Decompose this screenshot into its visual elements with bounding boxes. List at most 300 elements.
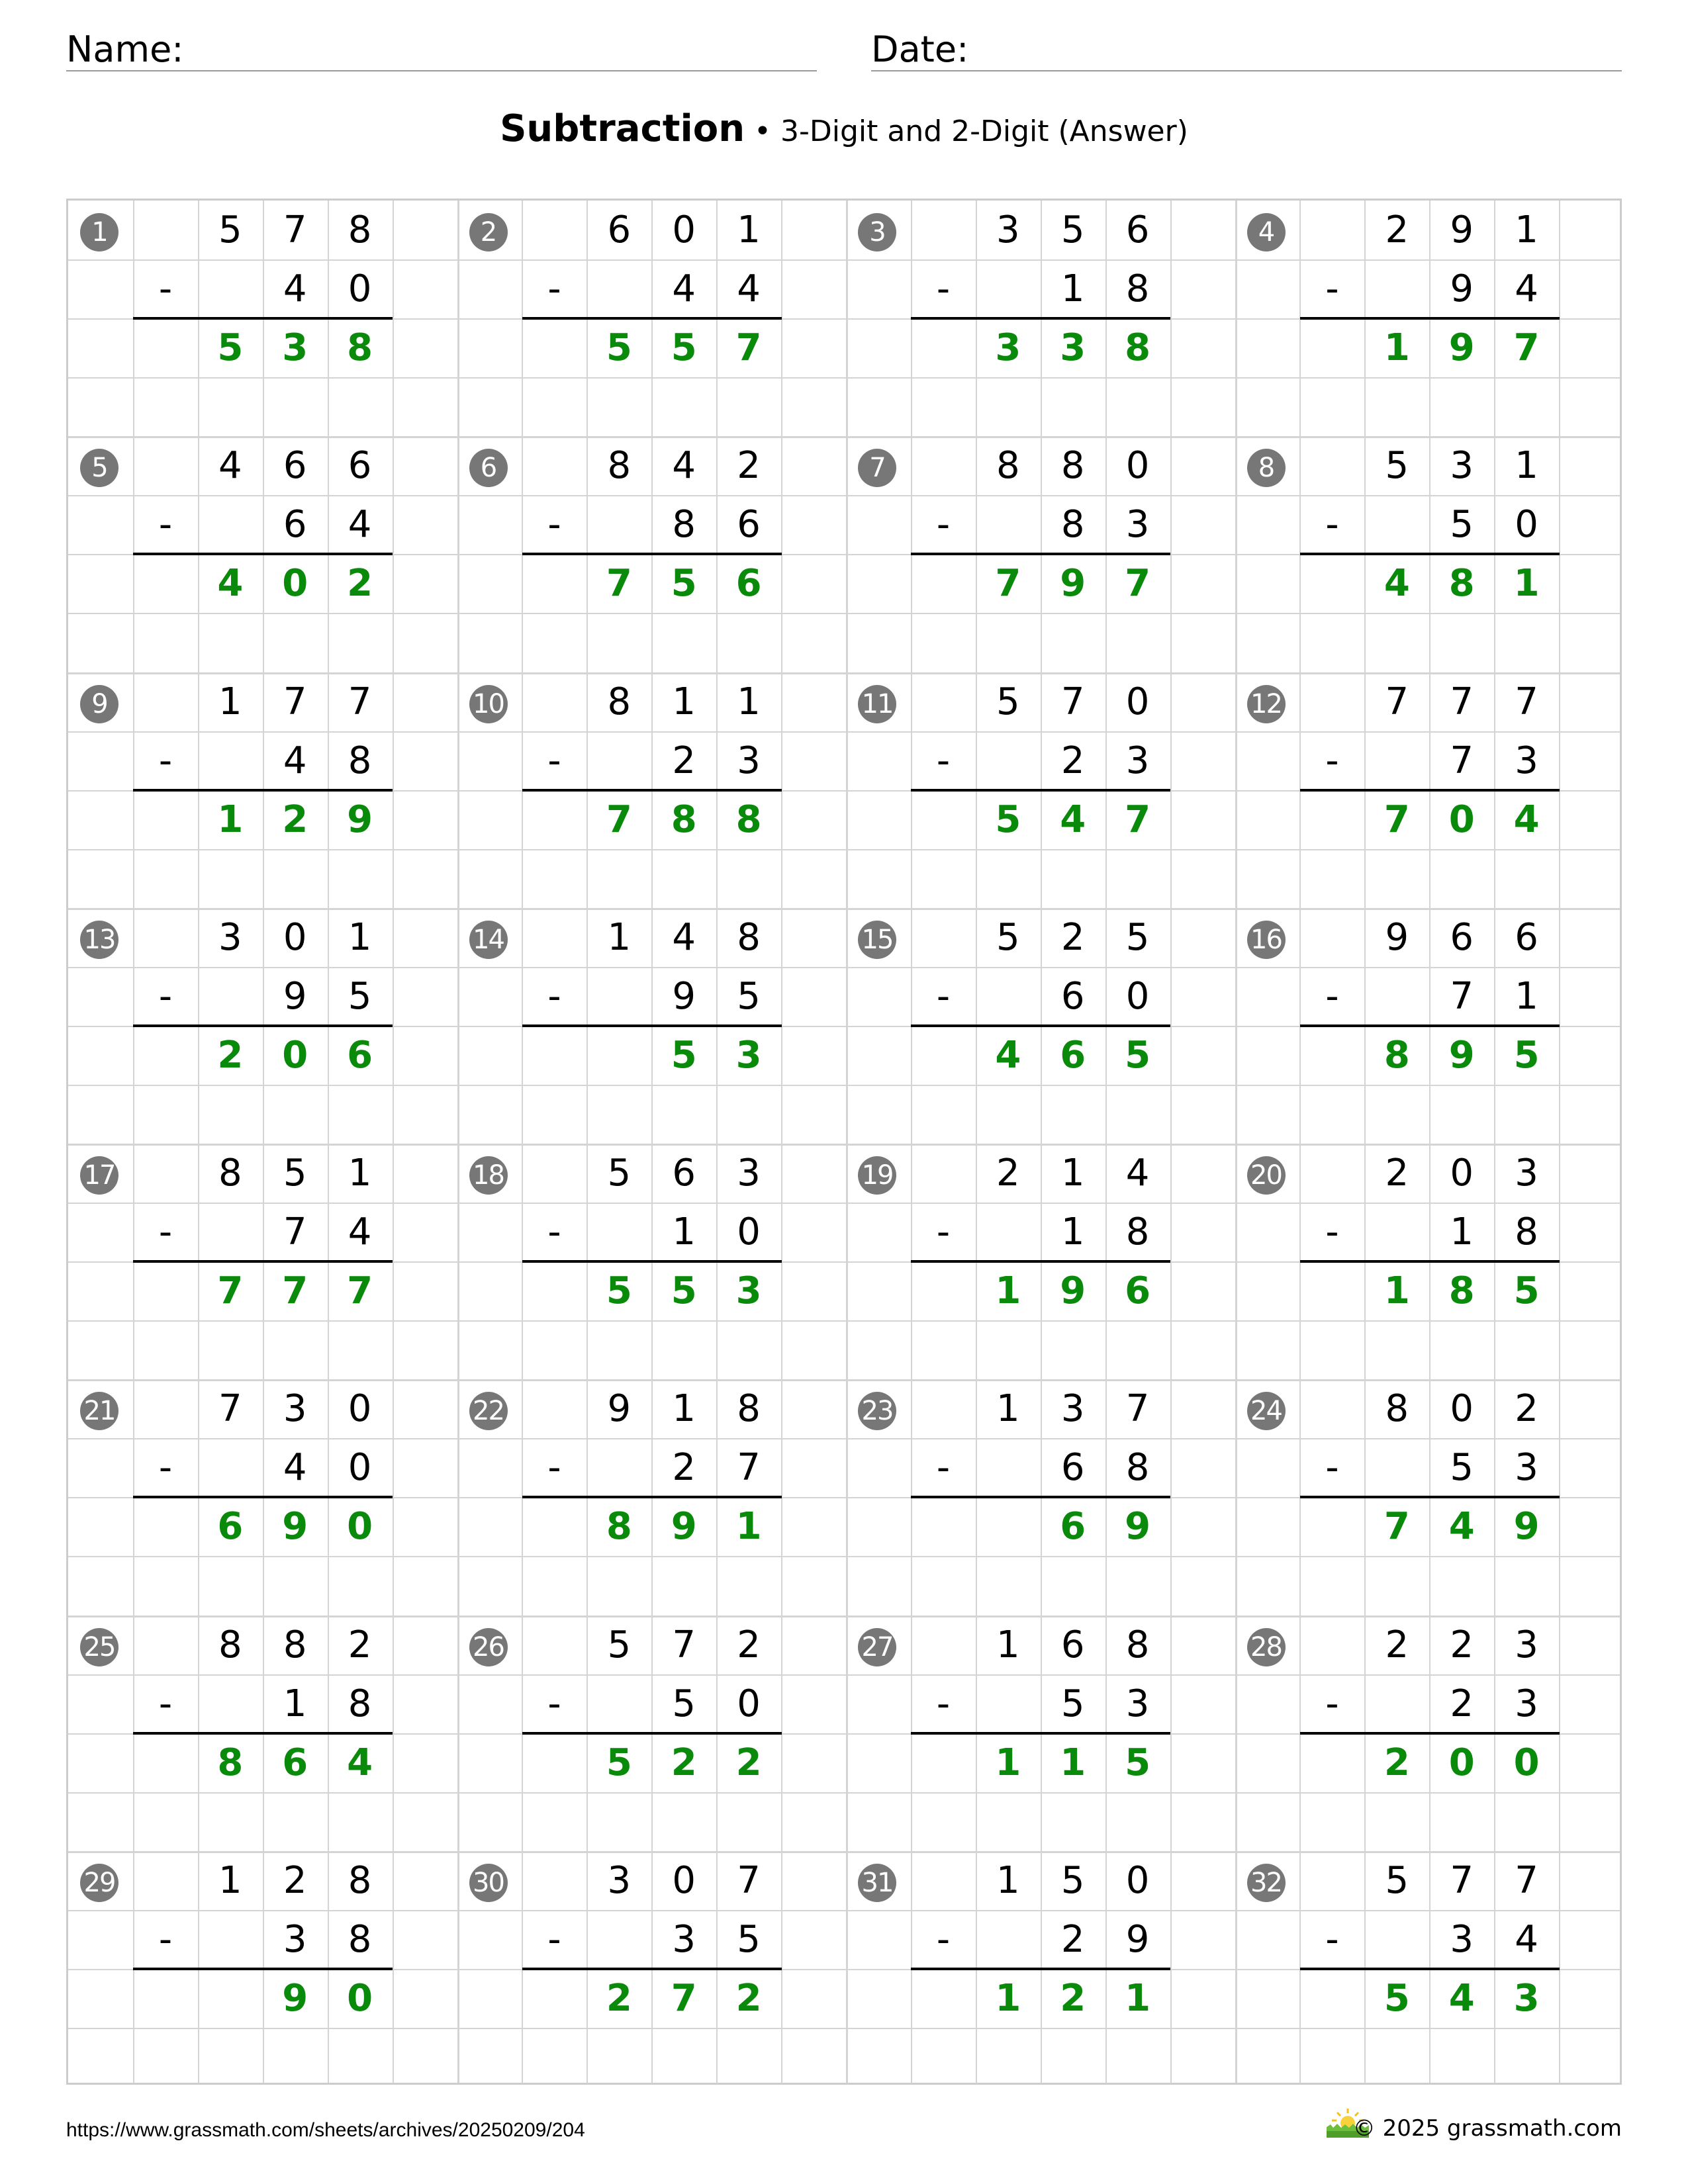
problem [846, 1144, 1235, 1379]
problem [68, 201, 457, 436]
problem [68, 672, 457, 908]
minuend-digit: 3 [737, 1152, 761, 1195]
subtrahend-digit: 7 [1450, 739, 1474, 782]
minus-sign: - [936, 1917, 951, 1961]
answer-digit: 0 [1513, 1741, 1540, 1784]
problem-number: 17 [80, 1156, 118, 1195]
minus-sign: - [158, 1682, 173, 1725]
answer-digit: 0 [282, 1033, 308, 1077]
problem [846, 1851, 1235, 2087]
answer-digit: 7 [1383, 797, 1410, 841]
problem-number: 2 [469, 213, 508, 251]
answer-digit: 7 [1125, 797, 1151, 841]
minus-sign: - [936, 739, 951, 782]
answer-digit: 9 [347, 797, 373, 841]
answer-digit: 5 [1383, 1976, 1410, 2020]
problem-number: 1 [80, 213, 118, 251]
answer-digit: 1 [1513, 562, 1540, 606]
minuend-digit: 8 [348, 1858, 372, 1902]
subtrahend-digit: 3 [1450, 1917, 1474, 1961]
minuend-digit: 8 [737, 915, 761, 959]
problem [457, 1379, 847, 1615]
answer-digit: 4 [217, 562, 244, 606]
minuend-digit: 0 [348, 1387, 372, 1431]
answer-digit: 1 [1125, 1976, 1151, 2020]
minuend-digit: 8 [283, 1623, 307, 1666]
subtrahend-digit: 2 [1450, 1682, 1474, 1725]
problem [68, 436, 457, 672]
answer-digit: 5 [671, 1269, 697, 1312]
problem-number: 20 [1247, 1156, 1286, 1195]
minuend-digit: 7 [737, 1858, 761, 1902]
answer-digit: 5 [671, 562, 697, 606]
minuend-digit: 8 [1385, 1387, 1409, 1431]
subtrahend-digit: 2 [1060, 1917, 1085, 1961]
minus-sign: - [936, 1446, 951, 1490]
problem-number: 7 [858, 449, 896, 487]
problem-number: 12 [1247, 685, 1286, 723]
answer-digit: 5 [606, 1741, 632, 1784]
minus-sign: - [547, 1210, 561, 1253]
minuend-digit: 2 [1385, 1152, 1409, 1195]
minuend-digit: 8 [1060, 444, 1085, 488]
minuend-digit: 9 [1385, 915, 1409, 959]
answer-digit: 5 [671, 326, 697, 369]
answer-digit: 9 [1513, 1505, 1540, 1549]
minus-sign: - [936, 503, 951, 547]
subtrahend-digit: 9 [1125, 1917, 1150, 1961]
minus-sign: - [1325, 1682, 1339, 1725]
minuend-digit: 2 [348, 1623, 372, 1666]
minuend-digit: 9 [1450, 208, 1474, 251]
answer-digit: 3 [735, 1269, 762, 1312]
minuend-digit: 1 [218, 680, 242, 723]
problem [68, 1379, 457, 1615]
minuend-digit: 8 [607, 444, 632, 488]
subtrahend-digit: 3 [1515, 739, 1538, 782]
subtrahend-digit: 3 [1125, 739, 1150, 782]
minuend-digit: 8 [348, 208, 372, 251]
answer-digit: 1 [217, 797, 244, 841]
minuend-digit: 6 [607, 208, 632, 251]
subtrahend-digit: 9 [283, 974, 307, 1018]
answer-digit: 9 [282, 1976, 308, 2020]
minuend-digit: 2 [737, 1623, 761, 1666]
subtrahend-digit: 0 [1515, 503, 1538, 547]
answer-digit: 0 [1448, 1741, 1475, 1784]
answer-digit: 0 [347, 1505, 373, 1549]
answer-digit: 8 [606, 1505, 632, 1549]
answer-digit: 8 [671, 797, 697, 841]
problem [68, 1144, 457, 1379]
answer-digit: 9 [282, 1505, 308, 1549]
subtrahend-digit: 1 [1060, 267, 1085, 310]
answer-digit: 1 [735, 1505, 762, 1549]
minuend-digit: 1 [348, 915, 372, 959]
minuend-digit: 7 [1450, 1858, 1474, 1902]
problem-number: 10 [469, 685, 508, 723]
minuend-digit: 1 [218, 1858, 242, 1902]
problem [457, 436, 847, 672]
answer-digit: 6 [1125, 1269, 1151, 1312]
minuend-digit: 3 [996, 208, 1020, 251]
minuend-digit: 8 [607, 680, 632, 723]
minuend-digit: 1 [996, 1858, 1020, 1902]
minuend-digit: 2 [737, 444, 761, 488]
footer-copyright: © 2025 grassmath.com [1352, 2115, 1622, 2142]
minuend-digit: 7 [1515, 1858, 1538, 1902]
answer-digit: 5 [217, 326, 244, 369]
answer-digit: 6 [217, 1505, 244, 1549]
subtrahend-digit: 8 [1125, 1210, 1150, 1253]
answer-digit: 9 [671, 1505, 697, 1549]
minus-sign: - [158, 739, 173, 782]
minus-sign: - [1325, 739, 1339, 782]
minus-sign: - [1325, 974, 1339, 1018]
problem [68, 908, 457, 1144]
subtrahend-digit: 5 [1060, 1682, 1085, 1725]
problem [1235, 1851, 1624, 2087]
minus-sign: - [158, 1210, 173, 1253]
problem-number: 13 [80, 921, 118, 959]
answer-digit: 2 [671, 1741, 697, 1784]
subtrahend-digit: 8 [1515, 1210, 1538, 1253]
subtrahend-digit: 6 [1060, 974, 1085, 1018]
subtrahend-digit: 8 [672, 503, 696, 547]
problem [457, 1615, 847, 1851]
answer-digit: 5 [1513, 1269, 1540, 1312]
minuend-digit: 5 [218, 208, 242, 251]
answer-digit: 3 [1060, 326, 1086, 369]
minuend-digit: 7 [283, 208, 307, 251]
answer-digit: 1 [995, 1741, 1021, 1784]
answer-digit: 0 [1448, 797, 1475, 841]
answer-digit: 6 [1060, 1033, 1086, 1077]
answer-digit: 7 [995, 562, 1021, 606]
minuend-digit: 2 [1450, 1623, 1474, 1666]
minuend-digit: 7 [1060, 680, 1085, 723]
subtrahend-digit: 3 [283, 1917, 307, 1961]
minuend-digit: 0 [283, 915, 307, 959]
answer-digit: 3 [1513, 1976, 1540, 2020]
minuend-digit: 1 [672, 680, 696, 723]
problem-number: 8 [1247, 449, 1286, 487]
subtrahend-digit: 5 [1450, 1446, 1474, 1490]
minuend-digit: 7 [283, 680, 307, 723]
minus-sign: - [1325, 1210, 1339, 1253]
subtrahend-digit: 2 [672, 1446, 696, 1490]
minuend-digit: 2 [1515, 1387, 1538, 1431]
answer-digit: 5 [1125, 1741, 1151, 1784]
problem-number: 16 [1247, 921, 1286, 959]
subtrahend-digit: 3 [1125, 1682, 1150, 1725]
footer-url: https://www.grassmath.com/sheets/archives/20250209/204 [66, 2119, 585, 2141]
answer-digit: 8 [347, 326, 373, 369]
minuend-digit: 2 [1385, 208, 1409, 251]
subtrahend-digit: 8 [348, 739, 372, 782]
answer-digit: 6 [1060, 1505, 1086, 1549]
answer-digit: 7 [606, 562, 632, 606]
minuend-digit: 3 [218, 915, 242, 959]
answer-digit: 9 [1060, 562, 1086, 606]
subtrahend-digit: 5 [1450, 503, 1474, 547]
subtrahend-digit: 1 [1060, 1210, 1085, 1253]
problem-number: 4 [1247, 213, 1286, 251]
answer-digit: 0 [347, 1976, 373, 2020]
minuend-digit: 8 [737, 1387, 761, 1431]
answer-digit: 5 [995, 797, 1021, 841]
answer-digit: 2 [735, 1741, 762, 1784]
minus-sign: - [547, 1446, 561, 1490]
problem-number: 5 [80, 449, 118, 487]
minuend-digit: 7 [1450, 680, 1474, 723]
answer-digit: 4 [1383, 562, 1410, 606]
subtrahend-digit: 0 [348, 267, 372, 310]
minuend-digit: 6 [1450, 915, 1474, 959]
answer-digit: 4 [1060, 797, 1086, 841]
problem-number: 24 [1247, 1392, 1286, 1430]
minuend-digit: 3 [1515, 1152, 1538, 1195]
problem [1235, 436, 1624, 672]
minus-sign: - [936, 1682, 951, 1725]
problem-grid [66, 199, 1622, 2085]
minuend-digit: 1 [1060, 1152, 1085, 1195]
answer-digit: 7 [217, 1269, 244, 1312]
answer-digit: 7 [1383, 1505, 1410, 1549]
problem-number: 14 [469, 921, 508, 959]
minuend-digit: 6 [672, 1152, 696, 1195]
name-label: Name: [66, 28, 184, 70]
problem-number: 19 [858, 1156, 896, 1195]
subtrahend-digit: 5 [737, 1917, 761, 1961]
minuend-digit: 7 [1515, 680, 1538, 723]
answer-digit: 1 [995, 1976, 1021, 2020]
answer-digit: 1 [1060, 1741, 1086, 1784]
answer-digit: 2 [735, 1976, 762, 2020]
answer-digit: 4 [995, 1033, 1021, 1077]
problem-number: 15 [858, 921, 896, 959]
minuend-digit: 4 [672, 915, 696, 959]
name-field[interactable] [66, 19, 817, 71]
answer-digit: 5 [606, 326, 632, 369]
minuend-digit: 6 [348, 444, 372, 488]
problem-number: 29 [80, 1864, 118, 1902]
problem-number: 21 [80, 1392, 118, 1430]
minus-sign: - [1325, 503, 1339, 547]
minuend-digit: 5 [1060, 208, 1085, 251]
problem-number: 3 [858, 213, 896, 251]
answer-digit: 2 [282, 797, 308, 841]
date-field[interactable] [871, 19, 1622, 71]
subtrahend-digit: 7 [283, 1210, 307, 1253]
problem [846, 1379, 1235, 1615]
problem [846, 672, 1235, 908]
minuend-digit: 5 [1385, 1858, 1409, 1902]
subtrahend-digit: 4 [283, 1446, 307, 1490]
minuend-digit: 1 [607, 915, 632, 959]
minuend-digit: 0 [672, 1858, 696, 1902]
minuend-digit: 7 [218, 1387, 242, 1431]
minus-sign: - [936, 974, 951, 1018]
answer-digit: 1 [995, 1269, 1021, 1312]
answer-digit: 5 [606, 1269, 632, 1312]
minuend-digit: 2 [283, 1858, 307, 1902]
problem [1235, 1144, 1624, 1379]
minuend-digit: 1 [348, 1152, 372, 1195]
subtrahend-digit: 1 [1450, 1210, 1474, 1253]
subtrahend-digit: 6 [1060, 1446, 1085, 1490]
answer-digit: 4 [1448, 1976, 1475, 2020]
problem [457, 1144, 847, 1379]
minuend-digit: 1 [1515, 208, 1538, 251]
answer-digit: 5 [1513, 1033, 1540, 1077]
answer-digit: 9 [1060, 1269, 1086, 1312]
problem-number: 23 [858, 1392, 896, 1430]
minuend-digit: 1 [737, 680, 761, 723]
answer-digit: 4 [1448, 1505, 1475, 1549]
minuend-digit: 4 [1125, 1152, 1150, 1195]
minuend-digit: 5 [996, 680, 1020, 723]
problem [1235, 1615, 1624, 1851]
subtrahend-digit: 3 [1515, 1682, 1538, 1725]
problem [1235, 908, 1624, 1144]
minuend-digit: 5 [1125, 915, 1150, 959]
subtrahend-digit: 5 [672, 1682, 696, 1725]
problem [457, 672, 847, 908]
date-label: Date: [871, 28, 969, 70]
minuend-digit: 5 [607, 1152, 632, 1195]
problem-number: 27 [858, 1628, 896, 1666]
minuend-digit: 6 [283, 444, 307, 488]
answer-digit: 3 [735, 1033, 762, 1077]
problem [846, 1615, 1235, 1851]
minus-sign: - [158, 1917, 173, 1961]
answer-digit: 6 [735, 562, 762, 606]
answer-digit: 7 [606, 797, 632, 841]
subtrahend-digit: 4 [1515, 267, 1538, 310]
minuend-digit: 0 [1450, 1152, 1474, 1195]
answer-digit: 7 [347, 1269, 373, 1312]
problem-number: 32 [1247, 1864, 1286, 1902]
answer-digit: 2 [347, 562, 373, 606]
subtrahend-digit: 0 [737, 1210, 761, 1253]
minuend-digit: 1 [1515, 444, 1538, 488]
answer-digit: 1 [1383, 326, 1410, 369]
subtrahend-digit: 5 [348, 974, 372, 1018]
minus-sign: - [547, 503, 561, 547]
minus-sign: - [547, 739, 561, 782]
minuend-digit: 1 [996, 1387, 1020, 1431]
problem-number: 18 [469, 1156, 508, 1195]
minuend-digit: 2 [1060, 915, 1085, 959]
minuend-digit: 3 [1515, 1623, 1538, 1666]
minuend-digit: 2 [1385, 1623, 1409, 1666]
minuend-digit: 4 [672, 444, 696, 488]
problem [1235, 1379, 1624, 1615]
minuend-digit: 6 [1125, 208, 1150, 251]
minuend-digit: 0 [1125, 680, 1150, 723]
minuend-digit: 8 [218, 1152, 242, 1195]
minuend-digit: 1 [737, 208, 761, 251]
answer-digit: 7 [1125, 562, 1151, 606]
answer-digit: 4 [1513, 797, 1540, 841]
answer-digit: 3 [995, 326, 1021, 369]
answer-digit: 9 [1448, 326, 1475, 369]
subtrahend-digit: 6 [737, 503, 761, 547]
subtrahend-digit: 8 [348, 1682, 372, 1725]
problem-number: 28 [1247, 1628, 1286, 1666]
problem [68, 1615, 457, 1851]
problem-number: 30 [469, 1864, 508, 1902]
problem [846, 201, 1235, 436]
subtrahend-digit: 4 [283, 267, 307, 310]
minus-sign: - [547, 267, 561, 310]
minus-sign: - [158, 503, 173, 547]
subtrahend-digit: 0 [1125, 974, 1150, 1018]
minus-sign: - [158, 1446, 173, 1490]
minuend-digit: 8 [218, 1623, 242, 1666]
subtrahend-digit: 8 [1125, 1446, 1150, 1490]
minuend-digit: 8 [1125, 1623, 1150, 1666]
problem [1235, 672, 1624, 908]
answer-digit: 7 [735, 326, 762, 369]
answer-digit: 6 [282, 1741, 308, 1784]
subtrahend-digit: 7 [737, 1446, 761, 1490]
problem [457, 908, 847, 1144]
minus-sign: - [1325, 1917, 1339, 1961]
minus-sign: - [547, 974, 561, 1018]
subtrahend-digit: 3 [1125, 503, 1150, 547]
minuend-digit: 6 [1060, 1623, 1085, 1666]
answer-digit: 9 [1125, 1505, 1151, 1549]
minuend-digit: 3 [607, 1858, 632, 1902]
subtrahend-digit: 4 [672, 267, 696, 310]
minuend-digit: 5 [607, 1623, 632, 1666]
minuend-digit: 4 [218, 444, 242, 488]
answer-digit: 8 [1125, 326, 1151, 369]
subtrahend-digit: 3 [672, 1917, 696, 1961]
subtrahend-digit: 9 [672, 974, 696, 1018]
answer-digit: 6 [347, 1033, 373, 1077]
answer-digit: 5 [671, 1033, 697, 1077]
minus-sign: - [547, 1917, 561, 1961]
subtrahend-digit: 4 [1515, 1917, 1538, 1961]
minuend-digit: 5 [1385, 444, 1409, 488]
answer-digit: 2 [606, 1976, 632, 2020]
answer-digit: 9 [1448, 1033, 1475, 1077]
minus-sign: - [936, 267, 951, 310]
answer-digit: 8 [735, 797, 762, 841]
minus-sign: - [158, 974, 173, 1018]
subtrahend-digit: 8 [348, 1917, 372, 1961]
subtrahend-digit: 8 [1125, 267, 1150, 310]
minus-sign: - [547, 1682, 561, 1725]
subtrahend-digit: 9 [1450, 267, 1474, 310]
minuend-digit: 5 [283, 1152, 307, 1195]
answer-digit: 5 [1125, 1033, 1151, 1077]
subtrahend-digit: 2 [1060, 739, 1085, 782]
answer-digit: 8 [1383, 1033, 1410, 1077]
problem [846, 436, 1235, 672]
answer-digit: 1 [1383, 1269, 1410, 1312]
title-main: Subtraction [500, 107, 745, 150]
subtrahend-digit: 2 [672, 739, 696, 782]
subtrahend-digit: 0 [348, 1446, 372, 1490]
minus-sign: - [936, 1210, 951, 1253]
minuend-digit: 6 [1515, 915, 1538, 959]
problem-number: 26 [469, 1628, 508, 1666]
minuend-digit: 2 [996, 1152, 1020, 1195]
